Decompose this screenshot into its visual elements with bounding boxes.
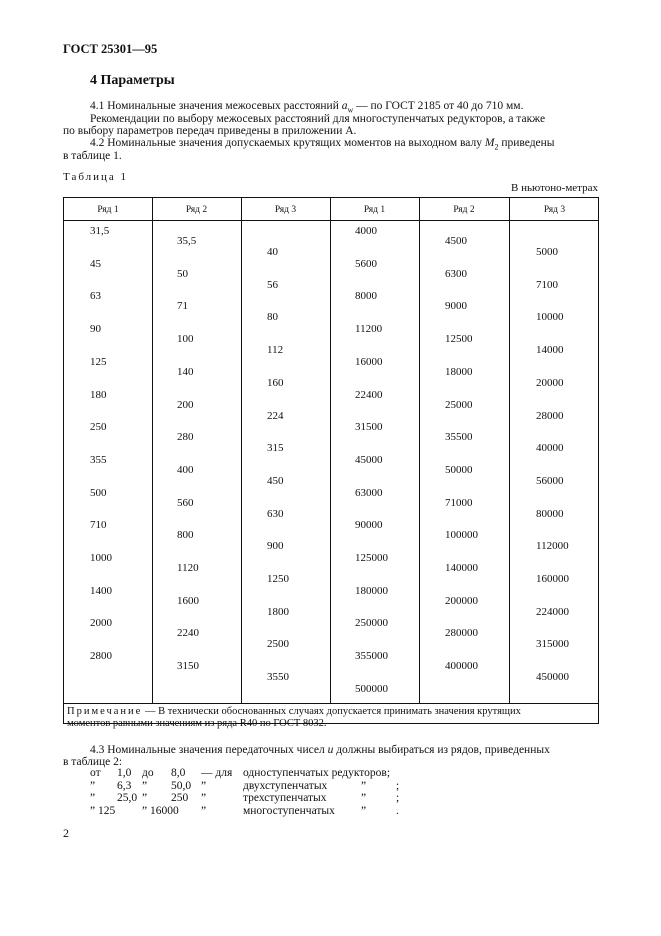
table-cell: 80000 [536, 507, 564, 520]
table-cell: 315 [267, 442, 284, 455]
paragraph-4-2-text-b: приведены [498, 137, 555, 149]
table-cell: 800 [177, 529, 194, 542]
table-cell: 22400 [355, 388, 383, 401]
ratio-cell: . [396, 804, 399, 817]
table-cell: 140 [177, 365, 194, 378]
table-cell: 90000 [355, 519, 383, 532]
col-divider [152, 198, 153, 703]
ratio-cell: ” [142, 792, 148, 804]
paragraph-4-3-line2: в таблице 2: [63, 756, 123, 768]
table-cell: 45000 [355, 453, 383, 466]
table-cell: 31,5 [90, 225, 110, 237]
table-cell: 1250 [267, 573, 289, 585]
ratio-cell: ” [90, 792, 96, 804]
note-label: Примечание [67, 706, 143, 717]
ratio-cell: ” [201, 792, 207, 804]
note-text: — В технически обоснованных случаях допускается принимать значения крутящих [142, 706, 521, 717]
table-cell: 14000 [536, 344, 564, 357]
col-divider [509, 198, 510, 703]
ratio-cell: многоступенчатых [243, 804, 335, 817]
table-cell: 400 [177, 463, 194, 476]
var-m: M [484, 137, 495, 149]
paragraph-rec-line2: по выбору параметров передач приведены в приложении А. [63, 125, 357, 137]
table-cell: 355 [90, 453, 107, 466]
ratio-cell: от [90, 767, 101, 779]
ratio-cell: 1,0 [117, 767, 132, 779]
paragraph-4-3-text-a: 4.3 Номинальные значения передаточных чисел [90, 744, 328, 756]
table-cell: 100 [177, 333, 194, 346]
table-cell: 4500 [445, 235, 467, 247]
note-rule [64, 703, 598, 704]
table-cell: 18000 [445, 365, 473, 378]
ratio-cell: ” 125 [90, 804, 116, 817]
table-header: Ряд 3 [274, 205, 297, 215]
table-cell: 50000 [445, 463, 473, 476]
ratio-cell: ” [361, 804, 367, 817]
table-cell: 56000 [536, 474, 564, 487]
table-cell: 180000 [355, 584, 388, 597]
table-cell: 10000 [536, 311, 564, 324]
col-divider [330, 198, 331, 703]
table-cell: 450000 [536, 671, 569, 684]
ratio-cell: двухступенчатых [243, 779, 328, 792]
table-cell: 7100 [536, 278, 558, 291]
table-cell: 8000 [355, 290, 377, 303]
table-header: Ряд 1 [97, 205, 119, 215]
table-cell: 250 [90, 421, 107, 434]
var-a: a [341, 100, 348, 112]
table-cell: 16000 [355, 355, 383, 368]
table-cell: 200000 [445, 594, 478, 607]
ratio-cell: ” [361, 792, 367, 804]
table-header: Ряд 1 [363, 205, 386, 215]
table-cell: 400000 [445, 660, 478, 673]
paragraph-4-2 [90, 136, 555, 154]
ratio-cell: 25,0 [117, 792, 138, 804]
table-cell: 180 [90, 388, 107, 401]
ratio-cell: ; [396, 779, 400, 792]
paragraph-4-3-text-b: должны выбираться из рядов, приведенных [333, 744, 550, 756]
table-cell: 4000 [355, 225, 377, 237]
table-cell: 35500 [445, 431, 473, 444]
table-cell: 200 [177, 398, 194, 411]
table-cell: 280 [177, 431, 194, 444]
table-cell: 224000 [536, 605, 569, 618]
ratio-cell: ” [90, 779, 96, 792]
table-cell: 112000 [536, 540, 569, 553]
paragraph-rec-line1: Рекомендации по выбору межосевых расстояний для многоступенчатых редукторов, а также [90, 113, 546, 125]
paragraph-4-3 [90, 743, 550, 757]
table-units: В ньютоно-метрах [511, 182, 598, 194]
paragraph-4-1-text-b: — по ГОСТ 2185 от 40 до 710 мм. [353, 100, 524, 112]
ratio-cell: ” [142, 779, 148, 792]
table-cell: 315000 [536, 638, 569, 651]
table-cell: 224 [267, 409, 284, 422]
header-rule [64, 220, 598, 221]
table-cell: 45 [90, 257, 101, 270]
table-label: Таблица 1 [63, 171, 129, 183]
col-divider [419, 198, 420, 703]
table-cell: 3150 [177, 660, 199, 673]
table-cell: 28000 [536, 409, 564, 422]
table-cell: 35,5 [177, 235, 197, 247]
ratio-cell: ; [396, 792, 400, 804]
table-cell: 50 [177, 267, 188, 280]
ratio-cell: 50,0 [171, 779, 192, 792]
table-cell: 9000 [445, 300, 467, 313]
var-a-sub: w [347, 105, 354, 115]
table-cell: 710 [90, 519, 107, 532]
table-cell: 80 [267, 311, 278, 324]
table-cell: 500 [90, 486, 107, 499]
table-cell: 140000 [445, 562, 478, 574]
paragraph-4-2-line2: в таблице 1. [63, 150, 122, 162]
ratio-cell: трехступенчатых [243, 792, 327, 804]
table-cell: 160000 [536, 573, 569, 585]
table-cell: 125000 [355, 552, 388, 564]
table-header: Ряд 2 [185, 205, 208, 215]
table-cell: 160 [267, 376, 284, 389]
ratio-cell: — для [201, 767, 233, 779]
table-cell: 90 [90, 323, 101, 336]
table-cell: 125 [90, 355, 107, 368]
table-cell: 560 [177, 496, 194, 509]
paragraph-4-1-text-a: 4.1 Номинальные значения межосевых расстояний [90, 100, 342, 112]
note-line2: моментов равными значениям из ряда R40 по ГОСТ 8032. [67, 718, 327, 729]
ratio-cell: ” [201, 804, 207, 817]
table-cell: 40 [267, 246, 278, 258]
table-cell: 71000 [445, 496, 473, 509]
ratio-cell: 250 [171, 792, 189, 804]
col-divider [241, 198, 242, 703]
ratio-cell: 6,3 [117, 779, 132, 792]
ratio-cell: ” 16000 [142, 804, 179, 817]
ratio-cell: ” [201, 779, 207, 792]
table-cell: 5000 [536, 246, 558, 258]
table-cell: 1800 [267, 605, 289, 618]
table-note [67, 706, 597, 730]
table-cell: 63000 [355, 486, 383, 499]
table-cell: 2800 [90, 650, 112, 663]
table-cell: 56 [267, 278, 278, 291]
table-cell: 2500 [267, 638, 289, 651]
ratio-cell: до [142, 767, 154, 779]
table-cell: 100000 [445, 529, 478, 542]
table-cell: 20000 [536, 376, 564, 389]
table-cell: 900 [267, 540, 284, 553]
table-cell: 450 [267, 474, 284, 487]
table-cell: 280000 [445, 627, 478, 640]
table-header: Ряд 3 [543, 205, 566, 215]
section-title: 4 Параметры [90, 73, 175, 88]
table-cell: 31500 [355, 421, 383, 434]
table-cell: 3550 [267, 671, 289, 684]
table-cell: 112 [267, 344, 284, 357]
ratio-cell: одноступенчатых редукторов; [243, 767, 391, 779]
table-cell: 2240 [177, 627, 199, 640]
document-header: ГОСТ 25301—95 [63, 42, 158, 56]
table-cell: 1400 [90, 584, 112, 597]
table-cell: 25000 [445, 398, 473, 411]
ratio-cell: ” [361, 779, 367, 792]
table-cell: 40000 [536, 442, 564, 455]
table-header: Ряд 2 [453, 205, 475, 215]
table-cell: 5600 [355, 257, 377, 270]
page-number: 2 [63, 826, 69, 840]
var-u: u [327, 744, 334, 756]
paragraph-4-2-text-a: 4.2 Номинальные значения допускаемых крутящих моментов на выходном валу [90, 137, 485, 149]
table-cell: 12500 [445, 333, 473, 346]
table-cell: 355000 [355, 650, 388, 663]
table-cell: 630 [267, 507, 284, 520]
table-cell: 63 [90, 290, 101, 303]
torque-table [63, 197, 599, 729]
table-cell: 11200 [355, 323, 383, 336]
table-cell: 6300 [445, 267, 467, 280]
table-cell: 500000 [355, 682, 388, 695]
table-cell: 2000 [90, 617, 112, 630]
table-cell: 1000 [90, 552, 112, 564]
table-cell: 250000 [355, 617, 388, 630]
table-cell: 1120 [177, 562, 199, 574]
var-m-sub: 2 [494, 142, 499, 152]
table-cell: 71 [177, 300, 188, 313]
ratio-cell: 8,0 [171, 767, 186, 779]
table-cell: 1600 [177, 594, 199, 607]
